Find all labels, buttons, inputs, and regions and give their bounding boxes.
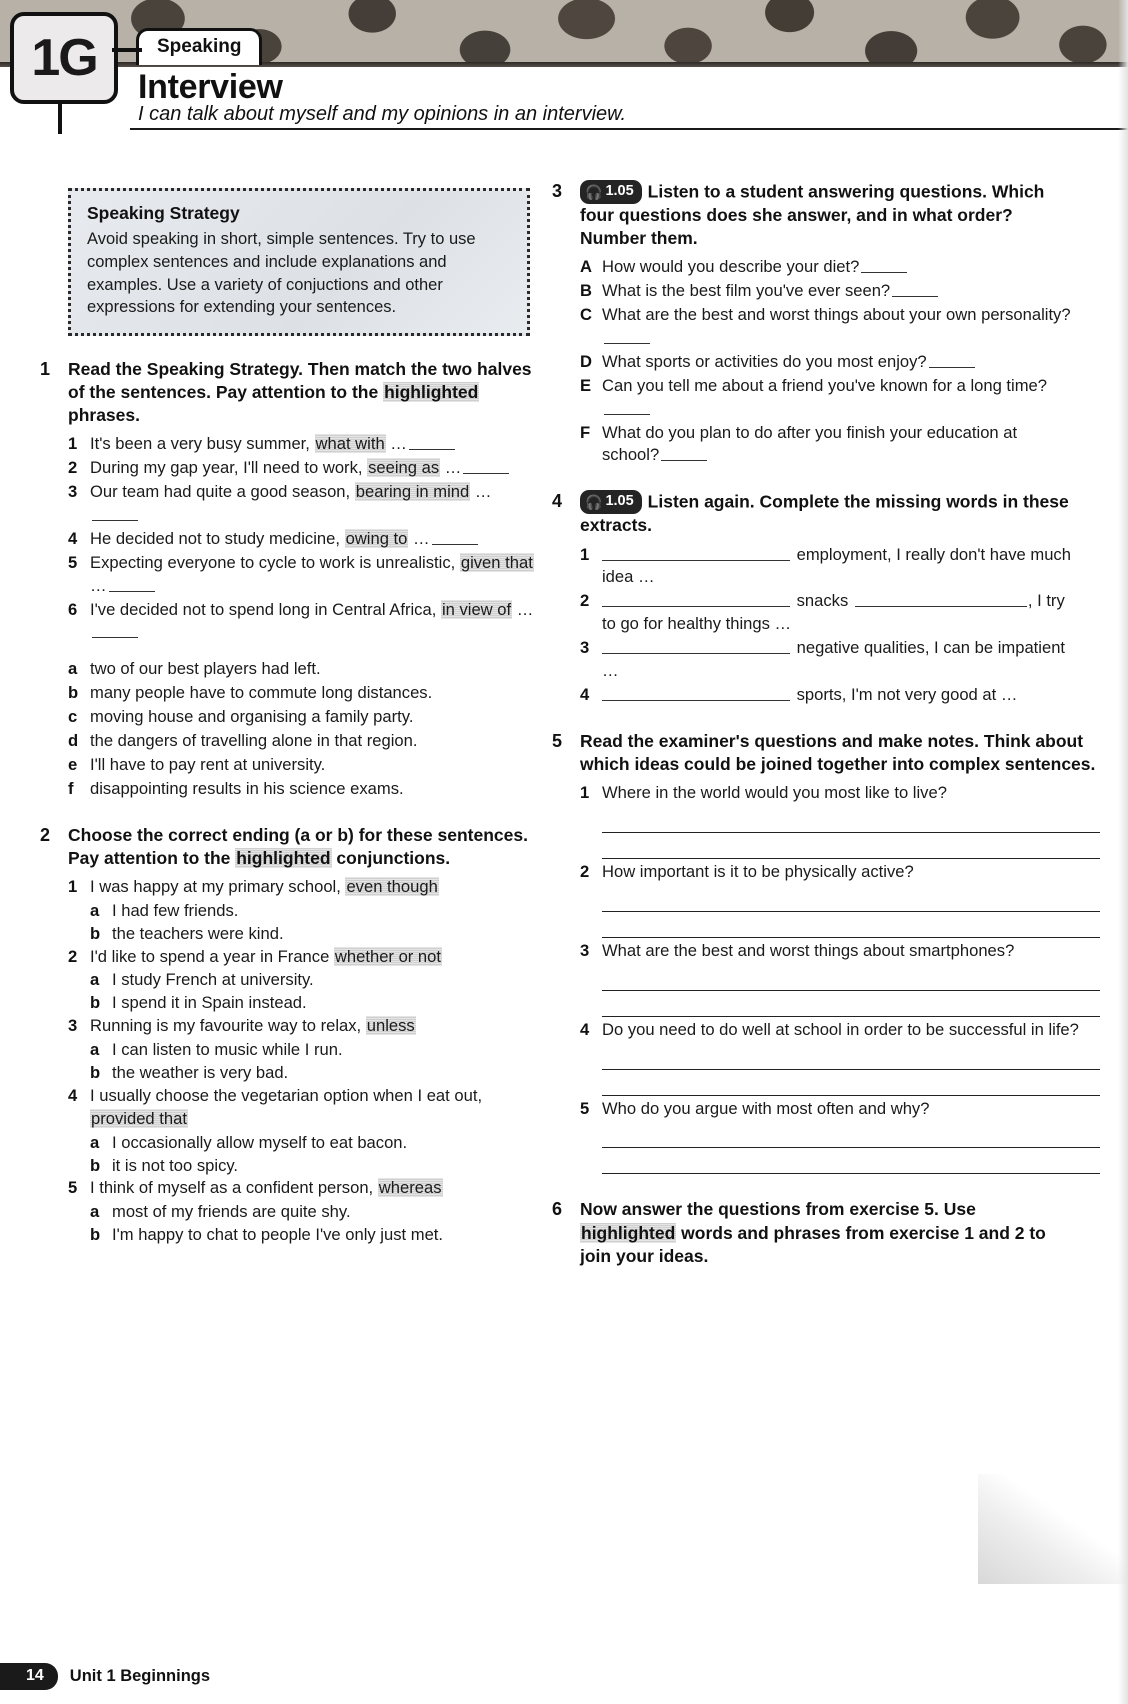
- instruction-post: conjunctions.: [331, 847, 451, 868]
- write-line[interactable]: [602, 1044, 1100, 1070]
- question-text: [602, 351, 1072, 374]
- item-post: …: [90, 575, 107, 595]
- option-text: I had few friends.: [112, 900, 239, 920]
- skill-tab: [136, 28, 262, 65]
- list-item: [580, 590, 1072, 636]
- list-item: [68, 433, 540, 456]
- exercise-5-instruction: Read the examiner's questions and make notes. Think about which ideas could be joined together into complex sentences.: [580, 730, 1096, 774]
- option-row[interactable]: [68, 923, 540, 946]
- audio-track-badge[interactable]: [580, 180, 642, 204]
- item-number: 2: [68, 946, 78, 966]
- item-letter: a: [68, 659, 78, 679]
- item-pre: It's been a very busy summer,: [90, 434, 315, 454]
- exercise-1: [40, 358, 540, 802]
- question-text: [602, 304, 1072, 350]
- extract-text: [602, 684, 1072, 707]
- item-text: [90, 552, 540, 598]
- exercise-2-number: 2: [40, 824, 51, 845]
- extract-text: [602, 544, 1072, 590]
- write-line[interactable]: [602, 912, 1100, 938]
- item-number: 2: [580, 861, 590, 881]
- extract-end: , I try to go for healthy things …: [602, 591, 1065, 634]
- question-text: How important is it to be physically active?: [602, 861, 914, 881]
- page-edge-shadow: [1118, 0, 1128, 1704]
- answer-blank[interactable]: [892, 284, 938, 297]
- list-item: [68, 730, 540, 753]
- answer-blank[interactable]: [432, 532, 478, 545]
- item-text: [90, 1015, 540, 1038]
- item-pre: I've decided not to spend long in Central Africa,: [90, 599, 441, 619]
- item-pre: During my gap year, I'll need to work,: [90, 458, 368, 478]
- option-text: I'm happy to chat to people I've only just met.: [112, 1225, 444, 1245]
- option-text: the teachers were kind.: [112, 923, 284, 943]
- highlighted-conjunction: even though: [346, 876, 438, 896]
- item-pre: I usually choose the vegetarian option when I eat out,: [90, 1085, 483, 1105]
- instruction-pre: Choose the correct ending (a or b) for these sentences. Pay attention to the: [68, 824, 528, 868]
- left-column: [40, 180, 540, 1247]
- answer-lines[interactable]: [602, 1122, 1100, 1174]
- answer-blank[interactable]: [463, 461, 509, 474]
- option-letter: b: [90, 1225, 101, 1245]
- item-pre: I'd like to spend a year in France: [90, 946, 334, 966]
- item-number: 3: [580, 940, 590, 960]
- question-letter: E: [580, 375, 592, 395]
- list-item: [68, 599, 540, 645]
- answer-blank[interactable]: [861, 260, 907, 273]
- instruction-post: phrases.: [68, 405, 140, 426]
- exercise-2-instruction: [68, 824, 540, 870]
- extract-mid: sports, I'm not very good at …: [792, 684, 1018, 704]
- item-text: [90, 946, 540, 969]
- answer-blank[interactable]: [661, 448, 707, 461]
- question-text: What are the best and worst things about smartphones?: [602, 940, 1015, 960]
- headphones-icon: 🎧: [585, 493, 603, 510]
- item-pre: Our team had quite a good season,: [90, 482, 355, 502]
- item-post: …: [470, 482, 492, 502]
- speaking-strategy-box: [68, 188, 530, 336]
- highlighted-phrase: owing to: [345, 528, 408, 548]
- item-number: 2: [68, 458, 78, 478]
- ending-text: two of our best players had left.: [90, 659, 321, 679]
- skill-tab-label: Speaking: [157, 36, 242, 57]
- question-text: Who do you argue with most often and why?: [602, 1098, 930, 1118]
- list-item: [580, 304, 1072, 350]
- list-item: [68, 552, 540, 598]
- item-post: …: [512, 599, 534, 619]
- exercise-5: [552, 730, 1096, 1177]
- list-item: [580, 256, 1072, 279]
- exercise-4-extracts: [580, 544, 1072, 707]
- option-text: I study French at university.: [112, 970, 314, 990]
- item-number: 6: [68, 599, 78, 619]
- option-text: most of my friends are quite shy.: [112, 1202, 351, 1222]
- item-post: …: [440, 458, 462, 478]
- list-item: [580, 544, 1072, 590]
- item-text: [90, 528, 540, 551]
- ending-text: many people have to commute long distances.: [90, 683, 433, 703]
- option-row[interactable]: [68, 1201, 540, 1224]
- question-text: [602, 422, 1072, 468]
- extract-mid: snacks: [792, 591, 853, 611]
- option-letter: b: [90, 993, 101, 1013]
- write-line[interactable]: [602, 886, 1100, 912]
- list-item: [68, 1015, 540, 1085]
- item-pre: I was happy at my primary school,: [90, 876, 346, 896]
- exercise-2-items: [68, 876, 540, 1247]
- question-letter: D: [580, 351, 592, 371]
- question-text: Do you need to do well at school in order to be successful in life?: [602, 1019, 1079, 1039]
- option-row[interactable]: [68, 1155, 540, 1178]
- list-item: [68, 1177, 540, 1247]
- answer-blank[interactable]: [109, 579, 155, 592]
- question-stem: [68, 1015, 540, 1038]
- item-number: 1: [68, 434, 78, 454]
- option-row[interactable]: [68, 1132, 540, 1155]
- highlighted-conjunction: unless: [366, 1016, 415, 1036]
- option-letter: a: [90, 1040, 100, 1060]
- answer-lines[interactable]: [602, 965, 1100, 1017]
- headphones-icon: 🎧: [585, 183, 603, 200]
- highlighted-phrase: given that: [460, 552, 533, 572]
- highlighted-conjunction: whether or not: [334, 946, 441, 966]
- page-footer: [0, 1663, 210, 1690]
- question-text: Where in the world would you most like to live?: [602, 782, 947, 802]
- extract-text: [602, 637, 1072, 683]
- exercise-1-sentence-halves: [68, 433, 540, 644]
- strategy-heading: Speaking Strategy: [87, 203, 240, 223]
- exercise-3-questions: [580, 256, 1072, 467]
- item-text: [90, 599, 540, 645]
- write-line[interactable]: [602, 1122, 1100, 1148]
- option-letter: b: [90, 1063, 101, 1083]
- instruction-pre: Read the Speaking Strategy. Then match the two halves of the sentences. Pay attention to the: [68, 359, 532, 403]
- list-item: [580, 1019, 1100, 1042]
- option-row[interactable]: [68, 1062, 540, 1085]
- question-stem: [68, 876, 540, 899]
- exercise-3-instruction: [580, 180, 1072, 250]
- list-item: [580, 637, 1072, 683]
- item-pre: I think of myself as a confident person,: [90, 1178, 378, 1198]
- list-item: [580, 861, 1100, 884]
- item-text: [90, 457, 540, 480]
- option-row[interactable]: [68, 1224, 540, 1247]
- ending-text: I'll have to pay rent at university.: [90, 754, 326, 774]
- item-number: 4: [68, 528, 78, 548]
- unit-code-badge: [10, 12, 118, 104]
- option-letter: a: [90, 1132, 100, 1152]
- question-label: What is the best film you've ever seen?: [602, 281, 891, 301]
- gap-blank[interactable]: [855, 594, 1027, 607]
- option-letter: b: [90, 923, 101, 943]
- exercise-6: [552, 1198, 1072, 1273]
- gap-blank[interactable]: [602, 686, 790, 701]
- item-letter: f: [68, 778, 74, 798]
- option-letter: a: [90, 970, 100, 990]
- option-text: I can listen to music while I run.: [112, 1040, 343, 1060]
- item-text: [90, 876, 540, 899]
- item-letter: b: [68, 683, 79, 703]
- item-number: 1: [68, 876, 78, 896]
- audio-track-number: 1.05: [605, 493, 634, 510]
- ending-text: the dangers of travelling alone in that region.: [90, 731, 418, 751]
- exercise-3: [552, 180, 1072, 468]
- item-number: 3: [580, 638, 590, 658]
- list-item: [580, 940, 1100, 963]
- unit-badge-stem: [58, 104, 62, 134]
- item-number: 3: [68, 1016, 78, 1036]
- question-text: [602, 280, 1072, 303]
- list-item: [68, 778, 540, 801]
- answer-blank[interactable]: [929, 355, 975, 368]
- list-item: [580, 375, 1072, 421]
- item-number: 5: [68, 1178, 78, 1198]
- question-letter: A: [580, 257, 592, 277]
- gap-blank[interactable]: [602, 639, 790, 654]
- page-subtitle: I can talk about myself and my opinions in an interview.: [138, 103, 627, 125]
- answer-lines[interactable]: [602, 807, 1100, 859]
- answer-blank[interactable]: [409, 437, 455, 450]
- question-stem: [68, 1177, 540, 1200]
- list-item: [68, 528, 540, 551]
- item-post: …: [385, 434, 407, 454]
- option-text: the weather is very bad.: [112, 1063, 289, 1083]
- item-text: [90, 1085, 540, 1131]
- list-item: [580, 1098, 1100, 1121]
- question-letter: F: [580, 422, 591, 442]
- exercise-1-instruction: [68, 358, 540, 427]
- instruction-text: Listen again. Complete the missing words in these extracts.: [580, 491, 1069, 536]
- exercise-5-number: 5: [552, 730, 563, 751]
- question-label: What sports or activities do you most enjoy?: [602, 351, 927, 371]
- item-number: 2: [580, 591, 590, 611]
- page-corner-curl: [978, 1474, 1128, 1584]
- exercise-2: [40, 824, 540, 1247]
- highlighted-phrase: what with: [315, 434, 385, 454]
- highlight-word: highlighted: [236, 847, 331, 868]
- audio-track-badge[interactable]: [580, 490, 642, 514]
- option-text: it is not too spicy.: [112, 1155, 239, 1175]
- write-line[interactable]: [602, 833, 1100, 859]
- exercise-4: [552, 490, 1072, 707]
- ending-text: moving house and organising a family party.: [90, 707, 414, 727]
- instruction-text: Listen to a student answering questions. Which four questions does she answer, and in what order? Number them.: [580, 181, 1045, 249]
- highlighted-phrase: in view of: [441, 599, 512, 619]
- item-number: 4: [580, 1019, 590, 1039]
- item-number: 5: [580, 1098, 590, 1118]
- write-line[interactable]: [602, 991, 1100, 1017]
- list-item: [68, 457, 540, 480]
- item-pre: Expecting everyone to cycle to work is unrealistic,: [90, 552, 460, 572]
- audio-track-number: 1.05: [605, 183, 634, 199]
- highlighted-phrase: bearing in mind: [355, 482, 470, 502]
- question-letter: C: [580, 305, 592, 325]
- strategy-body: Avoid speaking in short, simple sentences. Try to use complex sentences and include explanations and examples. Use a variety of conjuctions and other expressions for extending your sentences.: [87, 230, 476, 317]
- list-item: [580, 422, 1072, 468]
- write-line[interactable]: [602, 965, 1100, 991]
- item-letter: c: [68, 707, 78, 727]
- exercise-1-number: 1: [40, 359, 51, 380]
- instruction-pre: Now answer the questions from exercise 5. Use: [580, 1199, 976, 1220]
- exercise-4-instruction: [580, 490, 1072, 537]
- extract-text: [602, 590, 1072, 636]
- item-letter: d: [68, 731, 79, 751]
- tab-connector: [112, 48, 142, 52]
- item-number: 4: [68, 1085, 78, 1105]
- question-label: Can you tell me about a friend you've known for a long time?: [602, 375, 1048, 395]
- item-pre: He decided not to study medicine,: [90, 528, 345, 548]
- gap-blank[interactable]: [602, 592, 790, 607]
- exercise-6-number: 6: [552, 1199, 563, 1220]
- extract-mid: employment, I really don't have much idea …: [602, 544, 1071, 587]
- item-text: [90, 433, 540, 456]
- exercise-3-number: 3: [552, 181, 563, 201]
- list-item: [68, 481, 540, 527]
- highlight-word: highlighted: [581, 1222, 676, 1243]
- instruction-post: words and phrases from exercise 1 and 2 to join your ideas.: [580, 1222, 1046, 1266]
- list-item: [68, 682, 540, 705]
- list-item: [68, 706, 540, 729]
- question-label: What do you plan to do after you finish your education at school?: [602, 422, 1018, 465]
- highlighted-conjunction: provided that: [91, 1108, 187, 1128]
- question-text: [602, 375, 1072, 421]
- gap-blank[interactable]: [602, 546, 790, 561]
- page-number-badge: 14: [0, 1663, 58, 1690]
- unit-code-text: 1G: [31, 29, 97, 87]
- header-rule: [130, 128, 1128, 130]
- question-stem: [68, 1085, 540, 1131]
- item-text: [90, 1177, 540, 1200]
- exercise-4-number: 4: [552, 491, 563, 512]
- question-letter: B: [580, 281, 592, 301]
- ending-text: disappointing results in his science exams.: [90, 778, 404, 798]
- option-text: I occasionally allow myself to eat bacon.: [112, 1132, 408, 1152]
- list-item: [580, 351, 1072, 374]
- item-pre: Running is my favourite way to relax,: [90, 1016, 366, 1036]
- answer-blank[interactable]: [604, 402, 650, 415]
- item-post: …: [408, 528, 430, 548]
- item-number: 1: [580, 782, 590, 802]
- footer-unit-label: Unit 1 Beginnings: [69, 1667, 211, 1685]
- answer-blank[interactable]: [92, 508, 138, 521]
- option-row[interactable]: [68, 1039, 540, 1062]
- highlighted-conjunction: whereas: [378, 1178, 442, 1198]
- item-number: 5: [68, 552, 78, 572]
- option-row[interactable]: [68, 900, 540, 923]
- highlighted-phrase: seeing as: [368, 458, 440, 478]
- list-item: [68, 1085, 540, 1178]
- item-number: 3: [68, 482, 78, 502]
- exercise-1-endings: [68, 658, 540, 800]
- list-item: [580, 280, 1072, 303]
- item-number: 4: [580, 684, 590, 704]
- page-title: Interview: [138, 68, 283, 106]
- extract-mid: negative qualities, I can be impatient …: [602, 638, 1066, 680]
- write-line[interactable]: [602, 1148, 1100, 1174]
- option-text: I spend it in Spain instead.: [112, 993, 307, 1013]
- option-letter: b: [90, 1155, 101, 1175]
- list-item: [68, 876, 540, 946]
- question-text: [602, 256, 1072, 279]
- answer-blank[interactable]: [92, 625, 138, 638]
- write-line[interactable]: [602, 1070, 1100, 1096]
- option-row[interactable]: [68, 992, 540, 1015]
- item-text: [90, 481, 540, 527]
- option-letter: a: [90, 1202, 100, 1222]
- list-item: [580, 782, 1100, 805]
- answer-blank[interactable]: [604, 331, 650, 344]
- answer-lines[interactable]: [602, 1044, 1100, 1096]
- item-number: 1: [580, 544, 590, 564]
- option-row[interactable]: [68, 969, 540, 992]
- question-label: What are the best and worst things about your own personality?: [602, 305, 1071, 325]
- list-item: [68, 658, 540, 681]
- option-letter: a: [90, 900, 100, 920]
- question-stem: [68, 946, 540, 969]
- list-item: [68, 946, 540, 1016]
- write-line[interactable]: [602, 807, 1100, 833]
- question-label: How would you describe your diet?: [602, 257, 860, 277]
- right-column: [552, 180, 1096, 1274]
- item-letter: e: [68, 754, 78, 774]
- list-item: [68, 754, 540, 777]
- list-item: [580, 684, 1072, 707]
- answer-lines[interactable]: [602, 886, 1100, 938]
- highlight-word: highlighted: [384, 382, 479, 403]
- exercise-6-instruction: [580, 1198, 1072, 1267]
